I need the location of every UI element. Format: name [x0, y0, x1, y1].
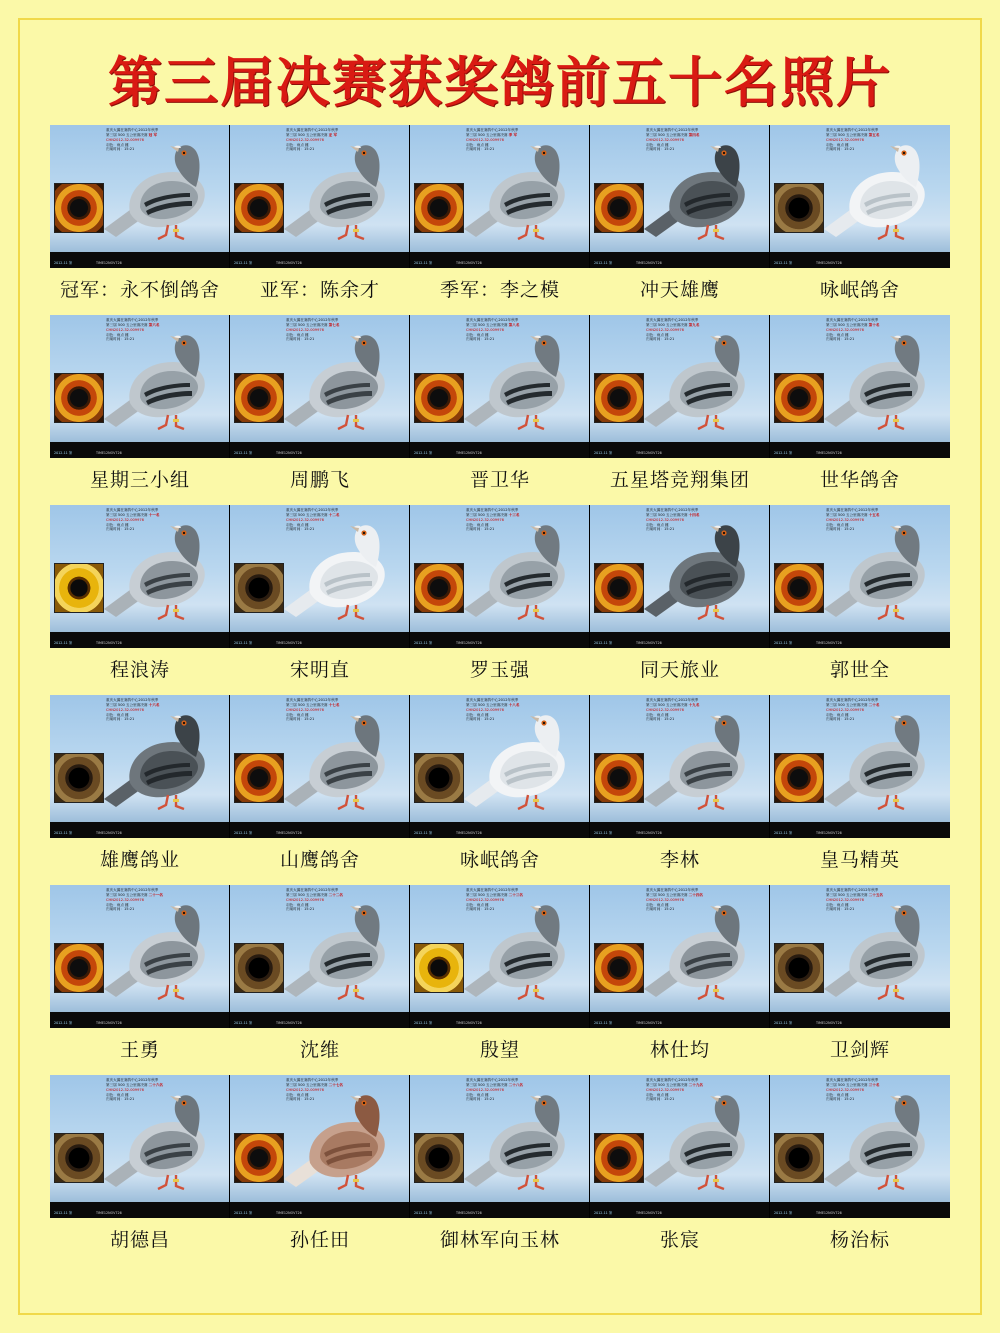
- pigeon-photo-cell[interactable]: [50, 695, 230, 838]
- photo-footer-left-text: 2012-11 第: [54, 641, 73, 646]
- pigeon-photo: [460, 323, 586, 443]
- photo-footer-left-text: 2012-11 第: [54, 261, 73, 266]
- photo-footer-left-text: 2012-11 第: [594, 1211, 613, 1216]
- photo-footer-right-text: TIME12NOV726: [816, 1021, 842, 1026]
- pigeon-photo-strip: [50, 125, 950, 268]
- photo-footer-left-text: 2012-11 第: [774, 831, 793, 836]
- photo-footer-right-text: TIME12NOV726: [456, 261, 482, 266]
- photo-footer-right-text: TIME12NOV726: [636, 1211, 662, 1216]
- photo-overlay-text: 重庆大翼狂赛鸽中心2012年秋季 第三届 500 五公里赛决赛 第四名 CHN2012-32-009976 羽色：雨点 雌 归巢时间：15:21: [646, 128, 700, 152]
- pigeon-photo-cell[interactable]: [410, 885, 590, 1028]
- pigeon-caption: 林仕均: [649, 1039, 710, 1061]
- pigeon-caption: 罗玉强: [469, 659, 530, 681]
- photo-footer-band: [230, 442, 409, 458]
- pigeon-eye-closeup: [774, 563, 824, 613]
- pigeon-eye-closeup: [234, 753, 284, 803]
- photo-overlay-text: 重庆大翼狂赛鸽中心2012年秋季 第三届 500 五公里赛决赛 二十名 CHN2012-32-009976 羽色：雨点 雌 归巢时间：15:21: [826, 698, 880, 722]
- pigeon-caption: 冲天雄鹰: [639, 279, 720, 301]
- pigeon-photo-strip: [50, 1075, 950, 1218]
- pigeon-eye-closeup: [54, 753, 104, 803]
- photo-footer-right-text: TIME12NOV726: [276, 641, 302, 646]
- photo-footer-band: [770, 1202, 950, 1218]
- photo-overlay-text: 重庆大翼狂赛鸽中心2012年秋季 第三届 500 五公里赛决赛 二十四名 CHN2012-32-009976 羽色：雨点 雌 归巢时间：15:21: [646, 888, 704, 912]
- photo-footer-band: [410, 632, 589, 648]
- pigeon-photo-cell[interactable]: [770, 695, 950, 838]
- pigeon-caption: 宋明直: [289, 659, 350, 681]
- photo-footer-right-text: TIME12NOV726: [96, 261, 122, 266]
- photo-footer-right-text: TIME12NOV726: [96, 451, 122, 456]
- photo-footer-band: [770, 632, 950, 648]
- photo-footer-left-text: 2012-11 第: [234, 831, 253, 836]
- photo-footer-left-text: 2012-11 第: [414, 641, 433, 646]
- photo-footer-band: [50, 442, 229, 458]
- pigeon-photo-cell[interactable]: [770, 125, 950, 268]
- pigeon-eye-closeup: [594, 1133, 644, 1183]
- photo-footer-band: [770, 1012, 950, 1028]
- pigeon-eye-closeup: [594, 753, 644, 803]
- photo-footer-right-text: TIME12NOV726: [636, 831, 662, 836]
- pigeon-photo-cell[interactable]: [770, 505, 950, 648]
- photo-footer-left-text: 2012-11 第: [774, 1211, 793, 1216]
- photo-footer-band: [230, 252, 409, 268]
- pigeon-photo: [820, 893, 946, 1013]
- photo-footer-band: [230, 632, 409, 648]
- pigeon-eye-closeup: [414, 183, 464, 233]
- pigeon-photo-cell[interactable]: [50, 315, 230, 458]
- photo-overlay-text: 重庆大翼狂赛鸽中心2012年秋季 第三届 500 五公里赛决赛 第七名 CHN2012-32-009976 羽色：雨点 雌 归巢时间：15:21: [286, 318, 340, 342]
- pigeon-photo-cell[interactable]: [230, 315, 410, 458]
- photo-footer-left-text: 2012-11 第: [54, 1021, 73, 1026]
- photo-footer-left-text: 2012-11 第: [234, 1021, 253, 1026]
- pigeon-photo-cell[interactable]: [410, 125, 590, 268]
- pigeon-photo-cell[interactable]: [590, 125, 770, 268]
- pigeon-photo-strip: [50, 315, 950, 458]
- photo-overlay-text: 重庆大翼狂赛鸽中心2012年秋季 第三届 500 五公里赛决赛 亚 军 CHN2012-32-009976 羽色：雨点 雌 归巢时间：15:21: [286, 128, 339, 152]
- pigeon-caption: 季军：李之模: [439, 279, 560, 301]
- pigeon-eye-closeup: [774, 943, 824, 993]
- photo-footer-right-text: TIME12NOV726: [96, 1211, 122, 1216]
- photo-overlay-text: 重庆大翼狂赛鸽中心2012年秋季 第三届 500 五公里赛决赛 二十一名 CHN2012-32-009976 羽色：雨点 雌 归巢时间：15:21: [106, 888, 164, 912]
- photo-footer-band: [590, 1012, 769, 1028]
- photo-footer-right-text: TIME12NOV726: [276, 1021, 302, 1026]
- pigeon-caption: 王勇: [119, 1039, 160, 1061]
- pigeon-photo-cell[interactable]: [50, 885, 230, 1028]
- pigeon-caption: 山鹰鸽舍: [279, 849, 360, 871]
- pigeon-row: [50, 885, 950, 1062]
- pigeon-caption: 世华鸽舍: [819, 469, 900, 491]
- pigeon-photo-cell[interactable]: [770, 315, 950, 458]
- pigeon-photo-strip: [50, 695, 950, 838]
- pigeon-eye-closeup: [594, 563, 644, 613]
- pigeon-photo: [280, 133, 406, 253]
- photo-footer-band: [50, 1012, 229, 1028]
- pigeon-eye-closeup: [414, 373, 464, 423]
- pigeon-photo: [640, 513, 766, 633]
- pigeon-photo: [820, 323, 946, 443]
- photo-footer-left-text: 2012-11 第: [414, 261, 433, 266]
- photo-footer-left-text: 2012-11 第: [774, 451, 793, 456]
- photo-overlay-text: 重庆大翼狂赛鸽中心2012年秋季 第三届 500 五公里赛决赛 十七名 CHN2012-32-009976 羽色：雨点 雌 归巢时间：15:21: [286, 698, 340, 722]
- pigeon-caption: 冠军：永不倒鸽舍: [59, 279, 220, 301]
- pigeon-caption: 星期三小组: [89, 469, 190, 491]
- photo-overlay-text: 重庆大翼狂赛鸽中心2012年秋季 第三届 500 五公里赛决赛 三十名 CHN2012-32-009976 羽色：雨点 雌 归巢时间：15:21: [826, 1078, 880, 1102]
- pigeon-eye-closeup: [774, 1133, 824, 1183]
- photo-footer-left-text: 2012-11 第: [594, 831, 613, 836]
- photo-footer-left-text: 2012-11 第: [54, 1211, 73, 1216]
- photo-footer-right-text: TIME12NOV726: [456, 641, 482, 646]
- photo-footer-band: [410, 1202, 589, 1218]
- photo-overlay-text: 重庆大翼狂赛鸽中心2012年秋季 第三届 500 五公里赛决赛 季 军 CHN2012-32-009976 羽色：雨点 雌 归巢时间：15:21: [466, 128, 519, 152]
- caption-row: [50, 1028, 950, 1062]
- pigeon-caption: 张宸: [659, 1229, 700, 1251]
- pigeon-photo: [460, 133, 586, 253]
- photo-overlay-text: 重庆大翼狂赛鸽中心2012年秋季 第三届 500 五公里赛决赛 第十名 CHN2012-32-009976 羽色：雨点 雌 归巢时间：15:21: [826, 318, 880, 342]
- pigeon-eye-closeup: [54, 373, 104, 423]
- pigeon-photo-cell[interactable]: [230, 695, 410, 838]
- pigeon-eye-closeup: [594, 183, 644, 233]
- pigeon-photo: [640, 893, 766, 1013]
- photo-footer-right-text: TIME12NOV726: [276, 261, 302, 266]
- pigeon-photo: [820, 1083, 946, 1203]
- photo-footer-left-text: 2012-11 第: [414, 451, 433, 456]
- pigeon-photo-strip: [50, 885, 950, 1028]
- pigeon-eye-closeup: [414, 563, 464, 613]
- photo-footer-band: [590, 632, 769, 648]
- photo-footer-left-text: 2012-11 第: [54, 831, 73, 836]
- photo-footer-left-text: 2012-11 第: [774, 641, 793, 646]
- pigeon-photo: [280, 513, 406, 633]
- photo-footer-right-text: TIME12NOV726: [816, 261, 842, 266]
- pigeon-photo: [820, 133, 946, 253]
- pigeon-photo-cell[interactable]: [770, 885, 950, 1028]
- photo-footer-right-text: TIME12NOV726: [456, 1211, 482, 1216]
- photo-overlay-text: 重庆大翼狂赛鸽中心2012年秋季 第三届 500 五公里赛决赛 二十九名 CHN2012-32-009976 羽色：雨点 雌 归巢时间：15:21: [646, 1078, 704, 1102]
- pigeon-row: [50, 505, 950, 682]
- photo-overlay-text: 重庆大翼狂赛鸽中心2012年秋季 第三届 500 五公里赛决赛 二十五名 CHN2012-32-009976 羽色：雨点 雌 归巢时间：15:21: [826, 888, 884, 912]
- photo-footer-band: [770, 442, 950, 458]
- photo-footer-right-text: TIME12NOV726: [456, 451, 482, 456]
- pigeon-row: [50, 1075, 950, 1252]
- photo-footer-left-text: 2012-11 第: [234, 1211, 253, 1216]
- pigeon-photo-cell[interactable]: [590, 1075, 770, 1218]
- pigeon-photo-cell[interactable]: [50, 125, 230, 268]
- photo-overlay-text: 重庆大翼狂赛鸽中心2012年秋季 第三届 500 五公里赛决赛 十二名 CHN2012-32-009976 羽色：雨点 雌 归巢时间：15:21: [286, 508, 340, 532]
- photo-footer-band: [230, 1012, 409, 1028]
- photo-overlay-text: 重庆大翼狂赛鸽中心2012年秋季 第三届 500 五公里赛决赛 十五名 CHN2012-32-009976 羽色：雨点 雌 归巢时间：15:21: [826, 508, 880, 532]
- pigeon-photo: [640, 133, 766, 253]
- photo-footer-left-text: 2012-11 第: [774, 261, 793, 266]
- photo-footer-right-text: TIME12NOV726: [816, 451, 842, 456]
- photo-footer-band: [590, 252, 769, 268]
- photo-overlay-text: 重庆大翼狂赛鸽中心2012年秋季 第三届 500 五公里赛决赛 十六名 CHN2012-32-009976 羽色：雨点 雌 归巢时间：15:21: [106, 698, 160, 722]
- photo-footer-band: [410, 1012, 589, 1028]
- pigeon-photo: [460, 513, 586, 633]
- pigeon-photo-cell[interactable]: [590, 315, 770, 458]
- pigeon-photo-cell[interactable]: [230, 505, 410, 648]
- pigeon-photo-cell[interactable]: [590, 885, 770, 1028]
- pigeon-eye-closeup: [774, 183, 824, 233]
- photo-overlay-text: 重庆大翼狂赛鸽中心2012年秋季 第三届 500 五公里赛决赛 十一名 CHN2012-32-009976 羽色：雨点 雌 归巢时间：15:21: [106, 508, 160, 532]
- photo-overlay-text: 重庆大翼狂赛鸽中心2012年秋季 第三届 500 五公里赛决赛 二十八名 CHN2012-32-009976 羽色：雨点 雌 归巢时间：15:21: [466, 1078, 524, 1102]
- photo-footer-left-text: 2012-11 第: [594, 261, 613, 266]
- pigeon-eye-closeup: [234, 373, 284, 423]
- pigeon-caption: 杨治标: [829, 1229, 890, 1251]
- photo-footer-band: [590, 822, 769, 838]
- caption-row: [50, 268, 950, 302]
- pigeon-photo: [640, 1083, 766, 1203]
- pigeon-eye-closeup: [54, 1133, 104, 1183]
- photo-overlay-text: 重庆大翼狂赛鸽中心2012年秋季 第三届 500 五公里赛决赛 第六名 CHN2012-32-009976 羽色：雨点 雌 归巢时间：15:21: [106, 318, 160, 342]
- page-title: 第三届决赛获奖鸽前五十名照片: [108, 50, 892, 114]
- photo-overlay-text: 重庆大翼狂赛鸽中心2012年秋季 第三届 500 五公里赛决赛 二十六名 CHN2012-32-009976 羽色：雨点 雌 归巢时间：15:21: [106, 1078, 164, 1102]
- pigeon-eye-closeup: [414, 1133, 464, 1183]
- pigeon-photo-cell[interactable]: [590, 505, 770, 648]
- photo-overlay-text: 重庆大翼狂赛鸽中心2012年秋季 第三届 500 五公里赛决赛 冠 军 CHN2012-32-009976 羽色：雨点 雌 归巢时间：15:21: [106, 128, 159, 152]
- pigeon-caption: 程浪涛: [109, 659, 170, 681]
- pigeon-photo-strip: [50, 505, 950, 648]
- pigeon-photo-cell[interactable]: [590, 695, 770, 838]
- photo-overlay-text: 重庆大翼狂赛鸽中心2012年秋季 第三届 500 五公里赛决赛 第五名 CHN2012-32-009976 羽色：雨点 雌 归巢时间：15:21: [826, 128, 880, 152]
- caption-row: [50, 838, 950, 872]
- pigeon-photo: [280, 323, 406, 443]
- photo-footer-left-text: 2012-11 第: [594, 451, 613, 456]
- pigeon-photo-cell[interactable]: [230, 125, 410, 268]
- pigeon-caption: 咏岷鸽舍: [819, 279, 900, 301]
- pigeon-eye-closeup: [774, 373, 824, 423]
- pigeon-photo-grid: [50, 125, 950, 1252]
- photo-footer-band: [230, 1202, 409, 1218]
- photo-footer-right-text: TIME12NOV726: [636, 451, 662, 456]
- pigeon-photo: [100, 703, 226, 823]
- photo-overlay-text: 重庆大翼狂赛鸽中心2012年秋季 第三届 500 五公里赛决赛 十九名 CHN2012-32-009976 羽色：雨点 雌 归巢时间：15:21: [646, 698, 700, 722]
- pigeon-eye-closeup: [774, 753, 824, 803]
- photo-footer-left-text: 2012-11 第: [594, 641, 613, 646]
- photo-footer-band: [230, 822, 409, 838]
- pigeon-caption: 李林: [659, 849, 700, 871]
- caption-row: [50, 1218, 950, 1252]
- pigeon-row: [50, 315, 950, 492]
- pigeon-photo: [100, 513, 226, 633]
- pigeon-photo: [460, 703, 586, 823]
- photo-overlay-text: 重庆大翼狂赛鸽中心2012年秋季 第三届 500 五公里赛决赛 二十七名 CHN2012-32-009976 羽色：雨点 雌 归巢时间：15:21: [286, 1078, 344, 1102]
- pigeon-photo: [820, 703, 946, 823]
- photo-footer-right-text: TIME12NOV726: [636, 1021, 662, 1026]
- photo-footer-left-text: 2012-11 第: [414, 1211, 433, 1216]
- photo-footer-band: [50, 822, 229, 838]
- pigeon-photo-cell[interactable]: [410, 505, 590, 648]
- photo-footer-right-text: TIME12NOV726: [276, 831, 302, 836]
- pigeon-photo: [820, 513, 946, 633]
- pigeon-photo-cell[interactable]: [50, 1075, 230, 1218]
- pigeon-photo-cell[interactable]: [410, 695, 590, 838]
- pigeon-caption: 同天旅业: [639, 659, 720, 681]
- pigeon-caption: 御林军向玉林: [439, 1229, 560, 1251]
- photo-footer-right-text: TIME12NOV726: [636, 641, 662, 646]
- pigeon-row: [50, 125, 950, 302]
- photo-footer-right-text: TIME12NOV726: [816, 831, 842, 836]
- pigeon-eye-closeup: [234, 1133, 284, 1183]
- pigeon-photo-cell[interactable]: [410, 1075, 590, 1218]
- pigeon-caption: 皇马精英: [819, 849, 900, 871]
- photo-footer-left-text: 2012-11 第: [414, 831, 433, 836]
- photo-footer-right-text: TIME12NOV726: [456, 1021, 482, 1026]
- photo-footer-left-text: 2012-11 第: [234, 451, 253, 456]
- pigeon-caption: 郭世全: [829, 659, 890, 681]
- photo-footer-left-text: 2012-11 第: [234, 261, 253, 266]
- photo-footer-left-text: 2012-11 第: [414, 1021, 433, 1026]
- pigeon-caption: 周鹏飞: [289, 469, 350, 491]
- pigeon-photo: [100, 893, 226, 1013]
- pigeon-eye-closeup: [594, 943, 644, 993]
- pigeon-caption: 晋卫华: [469, 469, 530, 491]
- photo-overlay-text: 重庆大翼狂赛鸽中心2012年秋季 第三届 500 五公里赛决赛 第八名 CHN2012-32-009976 羽色：雨点 雌 归巢时间：15:21: [466, 318, 520, 342]
- photo-footer-right-text: TIME12NOV726: [96, 641, 122, 646]
- photo-footer-right-text: TIME12NOV726: [96, 1021, 122, 1026]
- photo-footer-band: [590, 1202, 769, 1218]
- pigeon-eye-closeup: [54, 563, 104, 613]
- pigeon-row: [50, 695, 950, 872]
- pigeon-eye-closeup: [234, 183, 284, 233]
- pigeon-caption: 雄鹰鸽业: [99, 849, 180, 871]
- photo-overlay-text: 重庆大翼狂赛鸽中心2012年秋季 第三届 500 五公里赛决赛 十四名 CHN2012-32-009976 羽色：雨点 雌 归巢时间：15:21: [646, 508, 700, 532]
- photo-overlay-text: 重庆大翼狂赛鸽中心2012年秋季 第三届 500 五公里赛决赛 十三名 CHN2012-32-009976 羽色：雨点 雌 归巢时间：15:21: [466, 508, 520, 532]
- pigeon-photo-cell[interactable]: [770, 1075, 950, 1218]
- pigeon-photo: [460, 893, 586, 1013]
- caption-row: [50, 648, 950, 682]
- pigeon-caption: 沈维: [299, 1039, 340, 1061]
- pigeon-photo: [280, 893, 406, 1013]
- photo-footer-band: [410, 252, 589, 268]
- pigeon-eye-closeup: [594, 373, 644, 423]
- pigeon-caption: 亚军：陈余才: [259, 279, 380, 301]
- photo-footer-left-text: 2012-11 第: [594, 1021, 613, 1026]
- pigeon-photo: [100, 133, 226, 253]
- photo-footer-band: [50, 1202, 229, 1218]
- photo-footer-left-text: 2012-11 第: [234, 641, 253, 646]
- photo-footer-band: [50, 252, 229, 268]
- pigeon-photo: [640, 323, 766, 443]
- pigeon-photo: [100, 1083, 226, 1203]
- photo-footer-left-text: 2012-11 第: [54, 451, 73, 456]
- pigeon-eye-closeup: [54, 943, 104, 993]
- pigeon-eye-closeup: [234, 943, 284, 993]
- photo-footer-right-text: TIME12NOV726: [816, 641, 842, 646]
- pigeon-photo: [100, 323, 226, 443]
- photo-footer-right-text: TIME12NOV726: [636, 261, 662, 266]
- pigeon-photo-cell[interactable]: [410, 315, 590, 458]
- pigeon-photo-cell[interactable]: [50, 505, 230, 648]
- photo-footer-left-text: 2012-11 第: [774, 1021, 793, 1026]
- photo-overlay-text: 重庆大翼狂赛鸽中心2012年秋季 第三届 500 五公里赛决赛 二十三名 CHN2012-32-009976 羽色：雨点 雌 归巢时间：15:21: [466, 888, 524, 912]
- photo-overlay-text: 重庆大翼狂赛鸽中心2012年秋季 第三届 500 五公里赛决赛 二十二名 CHN2012-32-009976 羽色：雨点 雌 归巢时间：15:21: [286, 888, 344, 912]
- photo-footer-band: [770, 252, 950, 268]
- pigeon-eye-closeup: [234, 563, 284, 613]
- photo-footer-right-text: TIME12NOV726: [96, 831, 122, 836]
- pigeon-caption: 卫剑辉: [829, 1039, 890, 1061]
- pigeon-photo-cell[interactable]: [230, 885, 410, 1028]
- pigeon-caption: 孙任田: [289, 1229, 350, 1251]
- pigeon-caption: 五星塔竞翔集团: [609, 469, 750, 491]
- photo-overlay-text: 重庆大翼狂赛鸽中心2012年秋季 第三届 500 五公里赛决赛 十八名 CHN2012-32-009976 羽色：雨点 雌 归巢时间：15:21: [466, 698, 520, 722]
- photo-footer-band: [410, 822, 589, 838]
- photo-footer-band: [770, 822, 950, 838]
- photo-footer-right-text: TIME12NOV726: [816, 1211, 842, 1216]
- pigeon-eye-closeup: [414, 943, 464, 993]
- photo-footer-band: [590, 442, 769, 458]
- pigeon-eye-closeup: [54, 183, 104, 233]
- pigeon-eye-closeup: [414, 753, 464, 803]
- photo-footer-right-text: TIME12NOV726: [456, 831, 482, 836]
- pigeon-photo: [280, 1083, 406, 1203]
- pigeon-photo: [640, 703, 766, 823]
- photo-overlay-text: 重庆大翼狂赛鸽中心2012年秋季 第三届 500 五公里赛决赛 第九名 CHN2012-32-009976 羽色：雨点 雌 归巢时间：15:21: [646, 318, 700, 342]
- caption-row: [50, 458, 950, 492]
- pigeon-caption: 胡德昌: [109, 1229, 170, 1251]
- pigeon-photo-cell[interactable]: [230, 1075, 410, 1218]
- pigeon-caption: 殷望: [479, 1039, 520, 1061]
- photo-footer-band: [410, 442, 589, 458]
- pigeon-caption: 咏岷鸽舍: [459, 849, 540, 871]
- photo-footer-band: [50, 632, 229, 648]
- pigeon-photo: [460, 1083, 586, 1203]
- pigeon-photo: [280, 703, 406, 823]
- photo-footer-right-text: TIME12NOV726: [276, 1211, 302, 1216]
- photo-footer-right-text: TIME12NOV726: [276, 451, 302, 456]
